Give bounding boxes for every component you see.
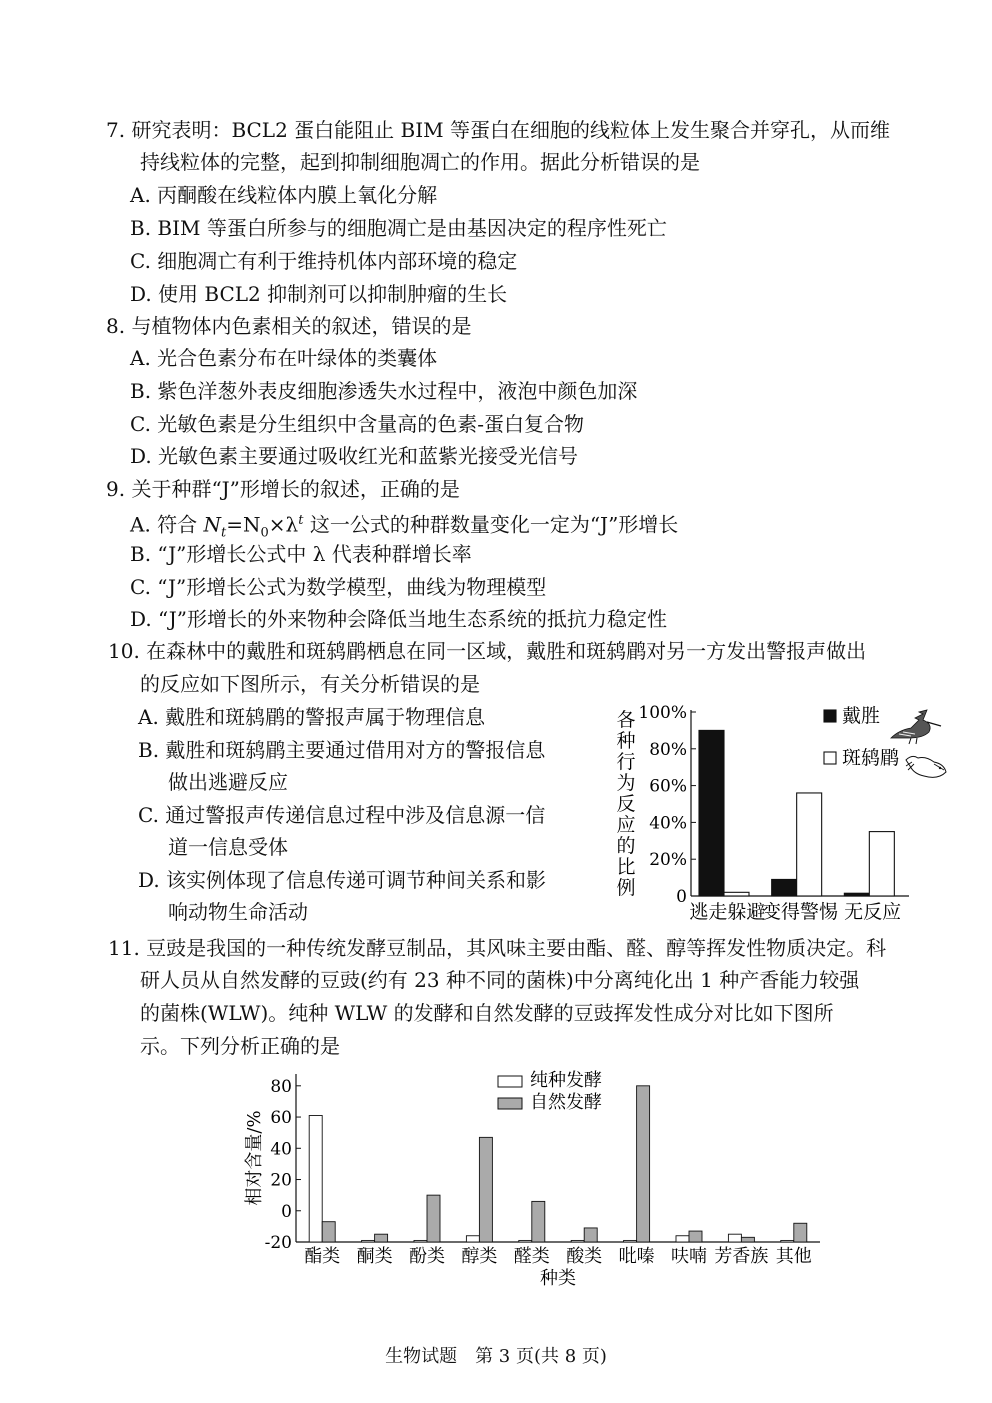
q7-option-c: C. 细胞凋亡有利于维持机体内部环境的稳定	[130, 249, 518, 273]
chart2-x-tick-label: 其他	[775, 1246, 812, 1267]
chart1-x-tick-label: 变得警惕	[761, 901, 839, 923]
chart2-y-tick-label: 0	[281, 1201, 292, 1222]
chart1-ylabel-char: 为	[616, 772, 636, 794]
chart1-y-tick-label: 0	[676, 887, 687, 907]
chart1-ylabel-char: 反	[616, 793, 636, 815]
chart2-x-tick-label: 醛类	[513, 1246, 550, 1267]
chart2-bar	[427, 1195, 440, 1242]
chart2-x-tick-label: 酸类	[566, 1246, 603, 1267]
chart1-x-tick-label: 逃走躲避	[689, 901, 766, 923]
chart1-bar	[724, 892, 749, 896]
chart2-y-tick-label: -20	[264, 1233, 292, 1253]
q10-stem-line1: 10. 在森林中的戴胜和斑鸫鹛栖息在同一区域，戴胜和斑鸫鹛对另一方发出警报声做出	[108, 639, 867, 663]
chart2-x-tick-label: 酚类	[409, 1246, 445, 1267]
chart2-legend-swatch	[498, 1098, 522, 1109]
q9-a-suffix: 这一公式的种群数量变化一定为“J”形增长	[303, 512, 679, 537]
q10-option-c-line2: 道一信息受体	[168, 835, 288, 859]
chart2-y-tick-label: 20	[270, 1170, 292, 1191]
q10-option-c-line1: C. 通过警报声传递信息过程中涉及信息源一信	[138, 803, 546, 827]
q9-option-b: B. “J”形增长公式中 λ 代表种群增长率	[130, 542, 472, 566]
bird-reaction-chart	[612, 700, 952, 932]
chart2-x-tick-label: 醇类	[461, 1246, 498, 1267]
chart1-y-tick-label: 80%	[649, 739, 687, 760]
q7-stem-line2: 持线粒体的完整，起到抑制细胞凋亡的作用。据此分析错误的是	[140, 150, 700, 174]
page-footer: 生物试题 第 3 页(共 8 页)	[385, 1346, 607, 1367]
chart1-y-tick-label: 20%	[649, 850, 687, 871]
chart2-x-tick-label: 呋喃	[671, 1246, 707, 1267]
chart2-xlabel: 种类	[540, 1268, 576, 1289]
chart2-x-tick-label: 芳香族	[714, 1246, 769, 1267]
q11-stem-line4: 示。下列分析正确的是	[140, 1034, 340, 1058]
chart1-legend-swatch	[824, 710, 836, 722]
chart1-ylabel-char: 例	[616, 877, 636, 899]
formula-sup-t: t	[298, 513, 304, 528]
q10-option-a: A. 戴胜和斑鸫鹛的警报声属于物理信息	[138, 705, 486, 729]
hoopoe-bird-icon	[891, 710, 941, 744]
formula-lambda: ×λ	[268, 512, 299, 537]
chart2-bar	[519, 1240, 532, 1242]
formula-eq: =N	[226, 512, 261, 537]
chart1-bar	[772, 879, 797, 896]
chart2-legend-label: 自然发酵	[530, 1092, 602, 1113]
chart1-legend-label: 斑鸫鹛	[842, 747, 900, 769]
q9-a-prefix: A. 符合	[130, 512, 204, 537]
q8-option-c: C. 光敏色素是分生组织中含量高的色素-蛋白复合物	[130, 412, 585, 436]
formula-sub-t: t	[221, 525, 227, 541]
chart2-x-tick-label: 酯类	[304, 1246, 341, 1267]
chart2-bar	[624, 1240, 637, 1242]
chart2-bar	[637, 1086, 650, 1242]
chart2-bar	[322, 1222, 335, 1242]
chart1-y-tick-label: 60%	[649, 776, 687, 797]
chart2-bar	[728, 1234, 741, 1242]
chart2-bar	[781, 1240, 794, 1242]
q10-stem-line2: 的反应如下图所示，有关分析错误的是	[140, 672, 480, 696]
formula-n: N	[203, 512, 222, 537]
q8-stem: 8. 与植物体内色素相关的叙述，错误的是	[106, 314, 472, 338]
chart2-bar	[794, 1223, 807, 1242]
babbler-bird-icon	[906, 756, 946, 777]
q9-option-c: C. “J”形增长公式为数学模型，曲线为物理模型	[130, 575, 547, 599]
chart2-bar	[414, 1240, 427, 1242]
q8-option-a: A. 光合色素分布在叶绿体的类囊体	[130, 346, 438, 370]
chart2-ylabel: 相对含量/%	[244, 1110, 265, 1206]
chart2-bar	[479, 1137, 492, 1242]
q10-option-b-line1: B. 戴胜和斑鸫鹛主要通过借用对方的警报信息	[138, 738, 546, 762]
chart1-bar	[699, 730, 724, 896]
chart2-legend	[498, 1070, 602, 1113]
q9-option-d: D. “J”形增长的外来物种会降低当地生态系统的抵抗力稳定性	[130, 607, 667, 631]
chart2-bar	[309, 1115, 322, 1242]
chart1-bar	[844, 893, 869, 896]
chart2-y-tick-label: 40	[270, 1139, 292, 1160]
chart1-legend-swatch	[824, 752, 836, 764]
chart2-y-axis-label	[244, 1110, 265, 1205]
q8-option-b: B. 紫色洋葱外表皮细胞渗透失水过程中，液泡中颜色加深	[130, 379, 638, 403]
q11-stem-line2: 研人员从自然发酵的豆豉(约有 23 种不同的菌株)中分离纯化出 1 种产香能力较强	[140, 968, 860, 992]
chart2-bar	[466, 1236, 479, 1242]
chart2-bar	[584, 1228, 597, 1242]
chart1-y-axis-label	[616, 709, 635, 899]
q7-option-d: D. 使用 BCL2 抑制剂可以抑制肿瘤的生长	[130, 282, 508, 306]
chart1-ylabel-char: 的	[616, 835, 636, 857]
chart1-bar	[797, 793, 822, 896]
q7-stem-line1: 7. 研究表明：BCL2 蛋白能阻止 BIM 等蛋白在细胞的线粒体上发生聚合并穿孔，从而维	[106, 118, 890, 142]
q7-option-b: B. BIM 等蛋白所参与的细胞凋亡是由基因决定的程序性死亡	[130, 216, 667, 240]
chart1-y-tick-label: 100%	[638, 703, 687, 723]
formula-sub-0: 0	[260, 525, 269, 541]
q10-option-d-line1: D. 该实例体现了信息传递可调节种间关系和影	[138, 868, 547, 892]
q7-option-a: A. 丙酮酸在线粒体内膜上氧化分解	[130, 183, 438, 207]
chart2-bar	[375, 1234, 388, 1242]
chart2-y-tick-label: 60	[270, 1108, 292, 1129]
chart1-ylabel-char: 比	[616, 856, 636, 878]
chart1-legend	[824, 705, 899, 769]
q11-stem-line1: 11. 豆豉是我国的一种传统发酵豆制品，其风味主要由酯、醛、醇等挥发性物质决定。科	[108, 936, 887, 960]
chart1-legend-label: 戴胜	[842, 705, 881, 727]
chart2-bar	[676, 1236, 689, 1242]
volatile-component-chart	[240, 1064, 840, 1290]
chart2-bar	[362, 1240, 375, 1242]
q9-stem: 9. 关于种群“J”形增长的叙述，正确的是	[106, 477, 460, 501]
q11-stem-line3: 的菌株(WLW)。纯种 WLW 的发酵和自然发酵的豆豉挥发性成分对比如下图所	[140, 1001, 834, 1025]
q8-option-d: D. 光敏色素主要通过吸收红光和蓝紫光接受光信号	[130, 444, 579, 468]
q10-option-d-line2: 响动物生命活动	[168, 900, 308, 924]
chart2-bar	[689, 1231, 702, 1242]
chart2-legend-swatch	[498, 1076, 522, 1087]
chart2-legend-label: 纯种发酵	[530, 1070, 602, 1091]
chart1-y-tick-label: 40%	[649, 813, 687, 834]
chart2-x-tick-label: 吡嗪	[618, 1246, 655, 1267]
chart1-ylabel-char: 种	[616, 730, 636, 752]
chart1-x-tick-label: 无反应	[844, 901, 902, 923]
chart1-ylabel-char: 行	[616, 751, 636, 773]
chart2-bar	[532, 1201, 545, 1242]
chart2-bar	[741, 1237, 754, 1242]
chart1-ylabel-char: 应	[616, 814, 636, 836]
chart2-bar	[571, 1240, 584, 1242]
chart2-x-tick-label: 酮类	[356, 1246, 393, 1267]
chart1-ylabel-char: 各	[616, 709, 636, 731]
chart2-y-tick-label: 80	[270, 1076, 292, 1097]
q10-option-b-line2: 做出逃避反应	[168, 770, 288, 794]
chart1-bar	[869, 832, 894, 896]
